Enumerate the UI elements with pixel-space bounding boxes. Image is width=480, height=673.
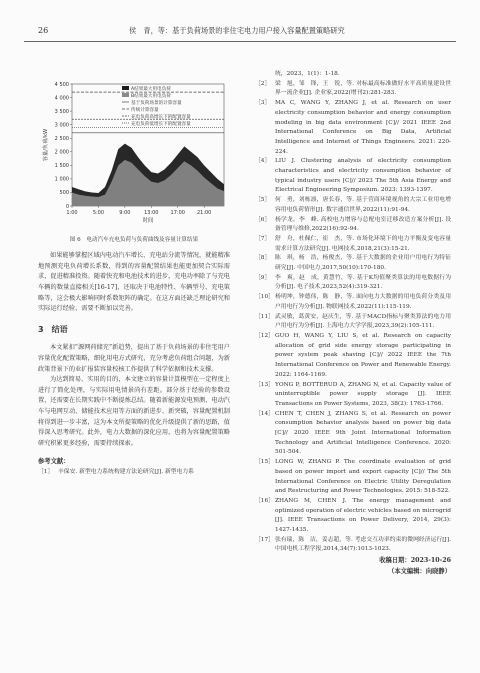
reference-number: ［13］ xyxy=(255,381,274,388)
reference-number: ［3］ xyxy=(255,100,271,107)
y-tick-label: 1 000 xyxy=(54,176,69,183)
reference-text: 李 爽，赵 成，黄慧竹，等. 基于K均值聚类算法的用电数据行为分析[J]. 电子技术,2023,52(4):319-321. xyxy=(275,274,451,291)
left-column xyxy=(38,78,230,478)
received-date: 收稿日期：2023-10-26 xyxy=(379,557,451,565)
reference-item xyxy=(255,458,451,497)
running-header xyxy=(24,26,456,38)
paragraph: 如果能够掌握区域内电动汽车增长、充电站分流等情况，就能精准地预测充电负荷增长系数，得到的容量配置结果也能更加契合实际需求，促进精准投资。随着快充和电池技术的进步，充电功率除了与充电车辆的数量直接相关[16-17]，还取决于电池特性、车辆型号、充电策略等，这会极大影响同时系数矩阵的确定。在这方面还缺乏理论研究和实际运行经验，需要不断加以完善。 xyxy=(38,252,230,313)
reference-text: 梁 旭，邹 锋，王 锐，等. 对标最高标准做好水平高质量建设世界一流企业[J]. 企业家,2022(增刊2):281-283. xyxy=(275,80,451,97)
y-axis-label: 容量/负荷/kW xyxy=(43,128,49,162)
reference-number: ［9］ xyxy=(255,274,271,281)
reference-item xyxy=(255,80,451,99)
reference-item xyxy=(255,381,451,410)
y-tick-label: 500 xyxy=(59,190,69,197)
reference-number: ［14］ xyxy=(255,410,274,417)
x-tick-label: 17:00 xyxy=(170,210,185,216)
reference-text: CHEN T, CHEN J, ZHANG S, et al. Research on power consumption behavior analysis based on power big data [C]// 2020 IEEE 9th Joint International Information Technology and Artificial Intelligence Conference. 2020: 501-504. xyxy=(275,410,451,456)
paragraph: 为达到简易、实用的目的，本文建立的容量计算模型在一定程度上进行了简化处理，与实际用电情景尚有差距。部分基于经验的参数设置，还需要在长期实践中不断提炼总结。随着新能源发电预测、电动汽车与电网互动、储能技术应用等方面的新进步、新突破，容量配置机制将得到进一步丰富，这为本文所提策略的优化升级提供了新的思路，值得深入思考研究。此外，电力大数据的深化应用，也将为容量配置策略研究积累更多经验，需要持续探索。 xyxy=(38,376,230,447)
x-tick-label: 9:00 xyxy=(119,210,131,216)
reference-text: 何 勇，刘栋凛，唐长春，等. 基于营商环境视角的大宗工业用电增容用电负荷情形[J]. 数字通信世界,2022(11):91-94. xyxy=(275,197,451,213)
x-tick-label: 1:00 xyxy=(66,210,78,216)
x-axis-label: 时间 xyxy=(142,218,154,224)
y-tick-label: 1 500 xyxy=(54,163,69,170)
figure-6 xyxy=(38,78,230,245)
reference-number: ［6］ xyxy=(255,216,271,223)
reference-item xyxy=(255,99,451,157)
x-tick-label: 5:00 xyxy=(92,210,105,216)
editor-note: （本文编辑：向晓静） xyxy=(388,568,451,576)
reference-number: ［17］ xyxy=(255,536,274,543)
reference-text: LONG W, ZHANG P. The coordinate evaluation of grid based on power import and export capacity [C]// The 5th International Conference on Electric Utility Deregulation and Restructuring and Power Technologies. 2015: 518-522. xyxy=(275,459,451,495)
reference-text: LIU J. Clustering analysis of electricity consumption characteristics and electricity consumption behavior of typical industry users [C]// 2023 The 5th Asia Energy and Electrical Engineering Symposium. 2023: 1393-1397. xyxy=(275,158,451,194)
x-tick-label: 21:00 xyxy=(196,210,212,216)
legend-swatch xyxy=(122,86,129,90)
reference-number: ［5］ xyxy=(255,197,271,204)
reference-text: 辛保安. 新型电力系统构建方法论研究[J]. 新型电力系 xyxy=(58,468,194,475)
reference-item xyxy=(255,216,451,235)
load-capacity-chart xyxy=(38,78,230,228)
reference-text: 舒 舟，杜佩仁，崔 杰，等. 市场化环境下的电力平衡及变电容量需求计算方法研究[J]. 电网技术,2018,21(3):15-21. xyxy=(275,235,451,252)
y-tick-label: 4 000 xyxy=(54,95,69,102)
legend-label: A结果最大用电负荷 xyxy=(131,87,171,92)
reference-text: 陈 琪，杨 浩，杨俊杰，等. 基于大数据的企业用户用电行为特征研究[J]. 中国电力,2017,50(10):170-180. xyxy=(275,255,451,272)
y-tick-label: 3 000 xyxy=(54,122,69,129)
legend-swatch xyxy=(122,93,129,97)
reference-number: ［2］ xyxy=(255,80,271,87)
reference-item xyxy=(38,468,230,478)
figure-caption: 图 6 电动汽车充电负荷与负荷曲线及容量计算结果 xyxy=(69,236,199,243)
page-number: 26 xyxy=(38,26,49,35)
legend-label: 充电负荷低增长下的配置容量 xyxy=(131,122,191,127)
reference-item xyxy=(255,332,451,381)
section-title: 3 结语 xyxy=(38,324,68,334)
reference-number: ［11］ xyxy=(255,313,274,320)
reference-item xyxy=(255,235,451,254)
x-tick-label: 13:00 xyxy=(144,210,159,216)
reference-item xyxy=(255,293,451,312)
reference-number: ［8］ xyxy=(255,255,271,262)
reference-item xyxy=(255,196,451,215)
reference-number: ［15］ xyxy=(255,459,274,466)
reference-number: ［4］ xyxy=(255,158,271,165)
reference-item xyxy=(255,313,451,332)
reference-item xyxy=(255,497,451,536)
reference-text: YONG P, BOTTERUD A, ZHANG N, et al. Capacity value of uninterruptible power supply storage [J]. IEEE Transactions on Power Systems, 2023, 38(2): 1763-1766. xyxy=(275,381,451,407)
reference-text: 杨学龙，李 峰. 高校电力增容与总配电室迁移改造方案分析[J]. 设备管理与维修,2022(16):92-94. xyxy=(275,216,451,233)
legend-label: 充电负荷高增长下的配置容量 xyxy=(131,115,191,120)
header-rule xyxy=(24,41,456,42)
reference-item xyxy=(255,157,451,196)
running-title: 侯 青，等：基于负荷场景的非住宅电力用户接入容量配置策略研究 xyxy=(129,26,345,35)
y-tick-label: 4 500 xyxy=(54,81,69,88)
reference-number: ［10］ xyxy=(255,294,274,301)
reference-text: MA C, WANG Y, ZHANG J, et al. Research on user electricity consumption behavior and energy consumption modeling in big data environment [C]// 2021 IEEE 2nd International Conference on Big Data, Artificial Intelligence and Internet of Things Engineers. 2021: 220-224. xyxy=(275,100,451,155)
legend-label: 基于负荷场景的计算容量 xyxy=(131,101,182,106)
reference-number: ［12］ xyxy=(255,332,274,339)
reference-text: 武灵敏，葛黄安，赵庆生，等. 基于MACD指标与聚类算法的电力用户用电行为分析[J]. 上海电力大学学报,2023,39(2):105-111. xyxy=(275,313,451,330)
reference-text: ZHANG M, CHEN J. The energy management and optimized operation of electric vehicles based on microgrid [J]. IEEE Transactions on Power Delivery, 2014, 29(3): 1427-1435. xyxy=(275,497,451,534)
reference-number: ［7］ xyxy=(255,235,271,242)
y-tick-label: 2 000 xyxy=(54,149,69,156)
reference-item xyxy=(255,410,451,459)
reference-text: 张有瑞，陈 洁，姜志超，等. 考虑交互功率约束的微网经济运行[J]. 中国电机工程学报,2014,34(7):1013-1023. xyxy=(275,536,451,553)
reference-number: ［1］ xyxy=(38,468,54,475)
reference-text: GUO H, WANG Y, LIU S, et al. Research on capacity allocation of grid side energy storage participating in power system peak shaving [C]// 2022 IEEE the 7th International Conference on Power and Renewable Energy. 2022: 1164-1169. xyxy=(275,332,451,378)
y-tick-label: 3 500 xyxy=(54,108,69,115)
right-column xyxy=(255,70,451,577)
reference-continuation xyxy=(255,70,451,80)
reference-list xyxy=(255,80,451,555)
reference-number: ［16］ xyxy=(255,497,274,504)
references-heading: 参考文献： xyxy=(38,458,70,466)
reference-item xyxy=(255,274,451,293)
reference-text: 统，2023，1(1)：1-18. xyxy=(275,71,340,77)
y-tick-label: 2 500 xyxy=(54,136,69,143)
paragraph: 本文紧扣“源网荷储充”新趋势，提出了基于负荷场景的非住宅用户容量优化配置策略，细化用电方式研究，充分考虑负荷组合问题，为新政策背景下的业扩报装容量校核工作提供了科学依据和技术支撑。 xyxy=(38,344,230,373)
legend-label: B结果最大用电负荷 xyxy=(131,94,171,99)
y-tick-label: 0 xyxy=(65,203,69,210)
reference-item xyxy=(255,536,451,555)
reference-item xyxy=(255,254,451,273)
reference-text: 杨明坤，钟德伟，陈 静，等. 面向电力大数据的用电负荷分类及用户用电行为分析[J]. 物联网技术,2022(11):115-119. xyxy=(275,294,451,310)
legend-label: 传统计算容量 xyxy=(131,108,159,113)
